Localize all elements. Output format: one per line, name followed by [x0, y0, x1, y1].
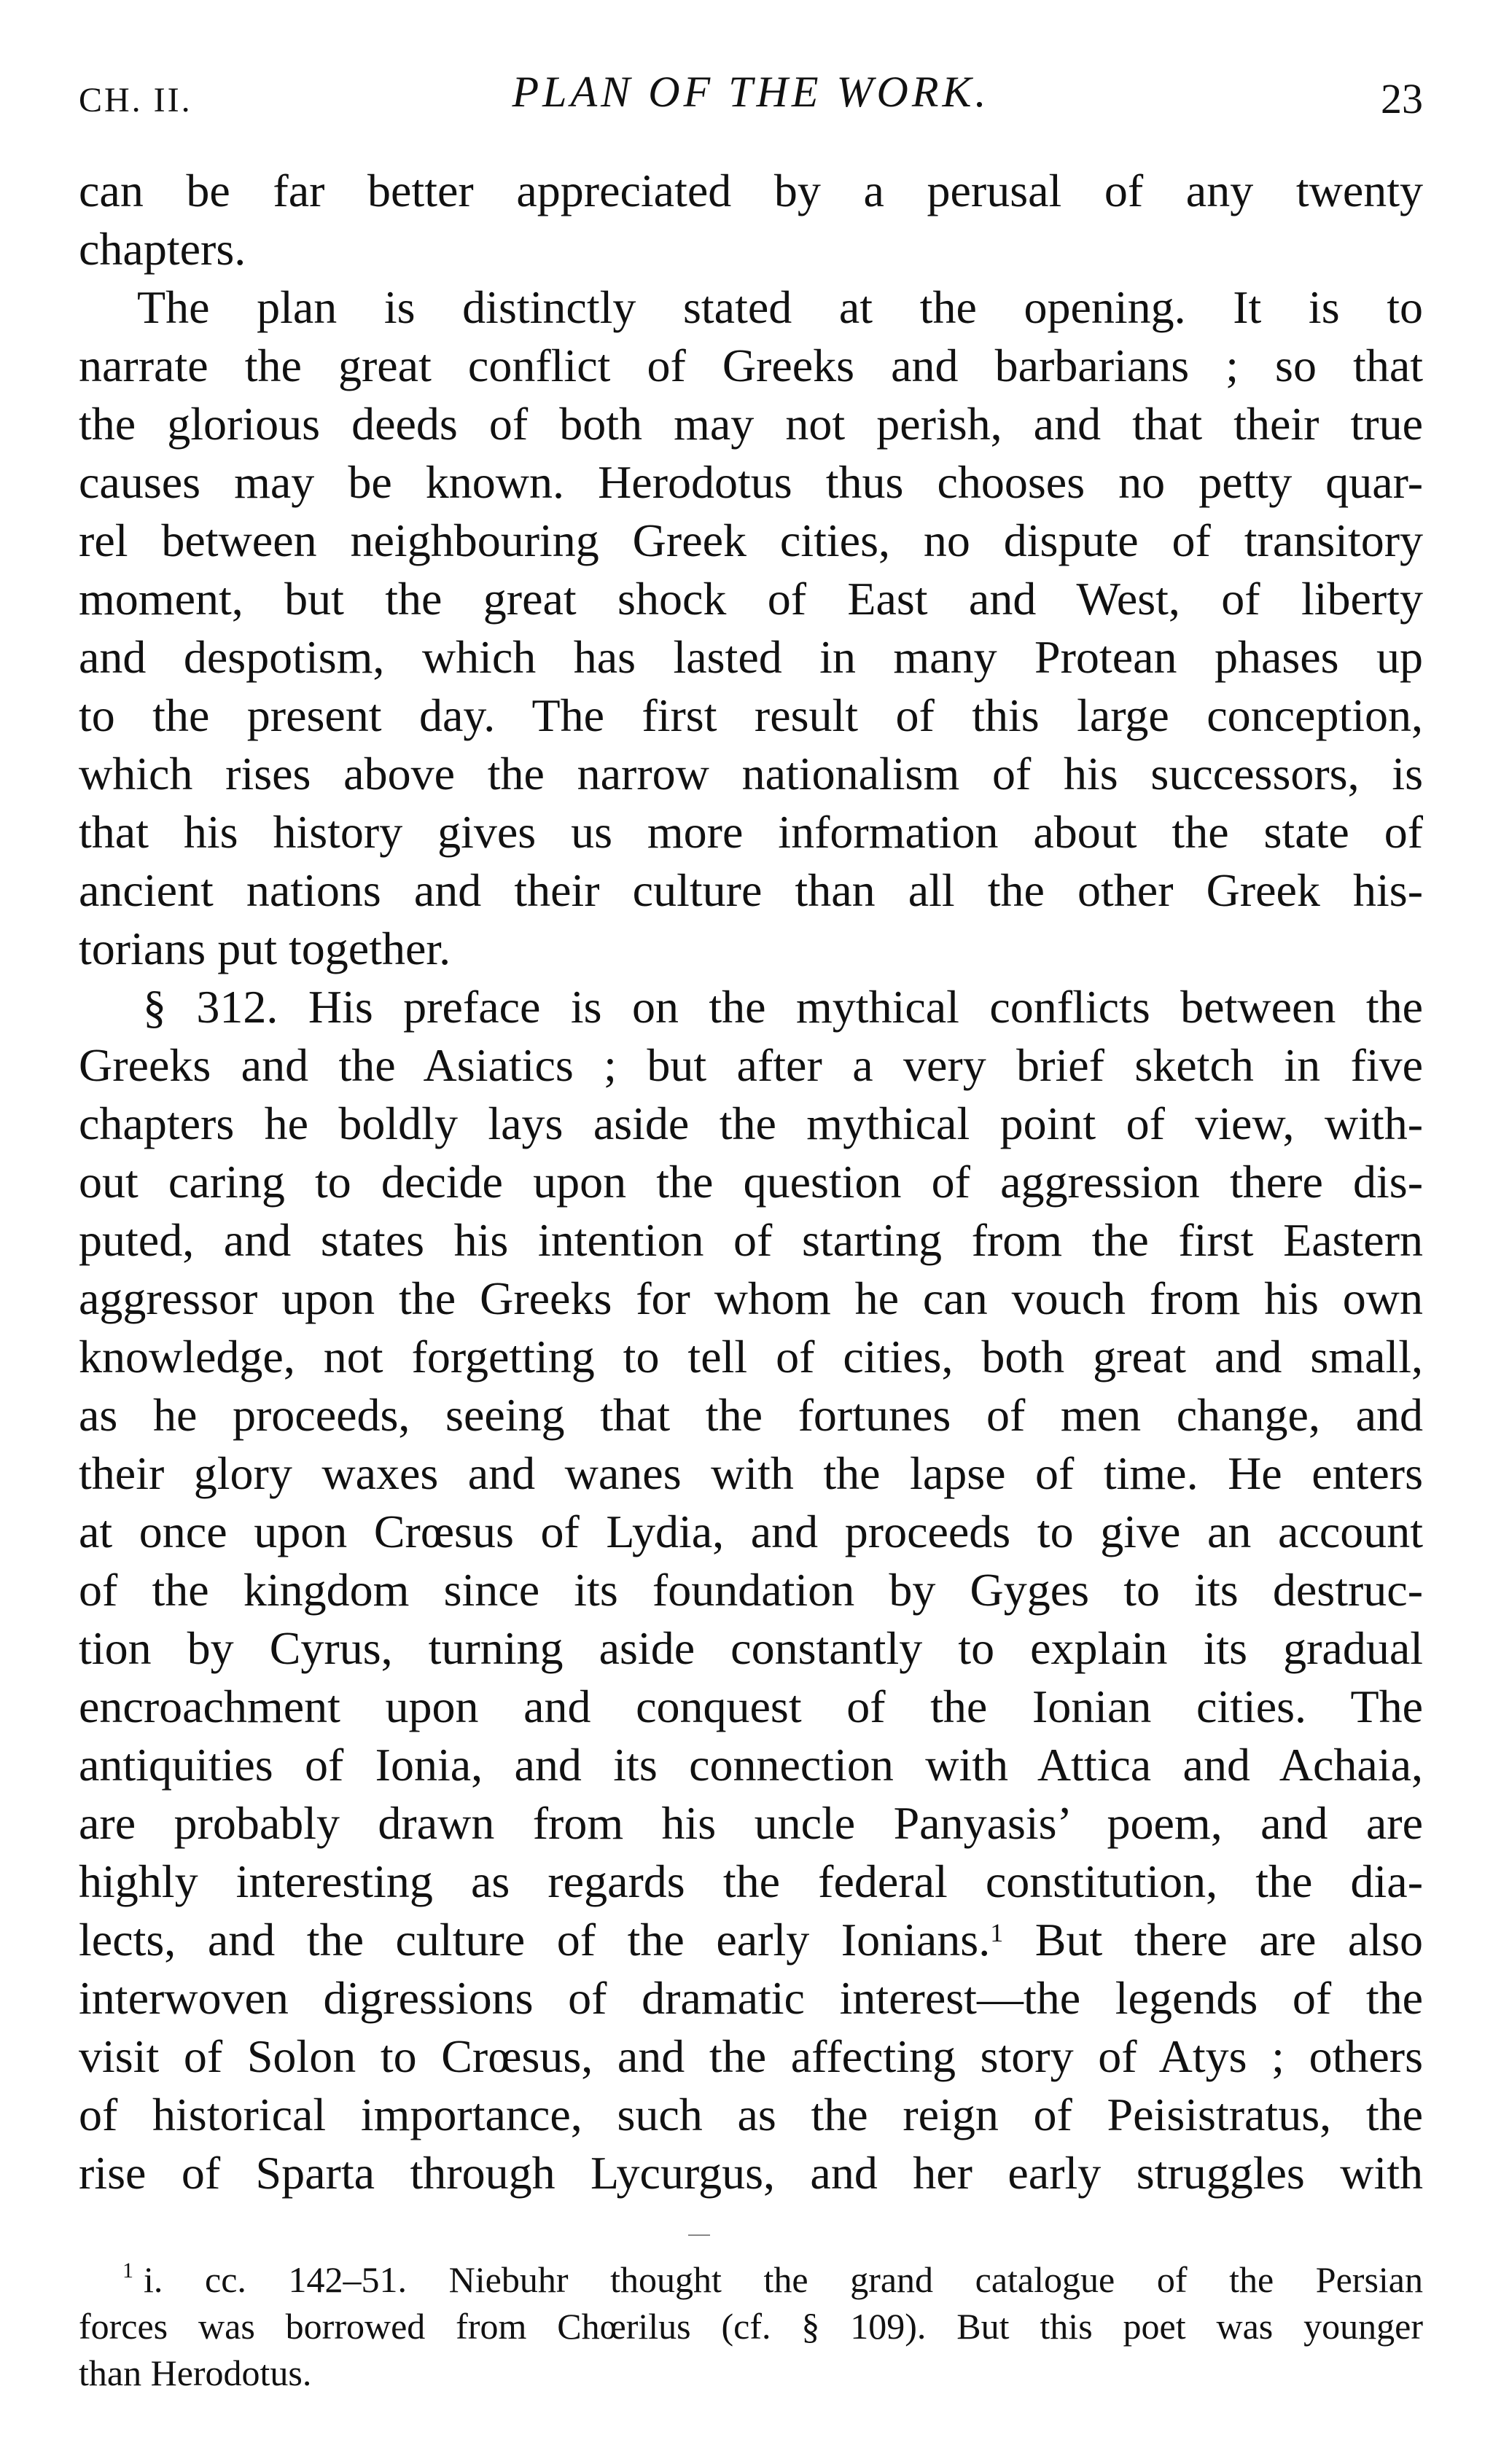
text-line: to the present day. The first result of this large conception,: [79, 689, 1423, 741]
text-line: as he proceeds, seeing that the fortunes of men change, and: [79, 1389, 1423, 1441]
text-line: at once upon Crœsus of Lydia, and proceeds to give an account: [79, 1506, 1423, 1557]
running-header: [79, 67, 1423, 125]
running-title: PLAN OF THE WORK.: [512, 68, 990, 116]
text-line: of the kingdom since its foundation by Gyges to its destruc-: [79, 1564, 1423, 1616]
text-line: rise of Sparta through Lycurgus, and her early struggles with: [79, 2147, 1423, 2199]
text-line-with-footnote: [79, 1911, 1423, 1969]
text-line: chapters he boldly lays aside the mythical point of view, with-: [79, 1098, 1423, 1149]
text-line: of historical importance, such as the reign of Peisistratus, the: [79, 2089, 1423, 2140]
text-line: chapters.: [79, 223, 246, 275]
footnote-reference: 1: [990, 1918, 1004, 1947]
chapter-label: CH. II.: [79, 81, 192, 120]
text-line: § 312. His preface is on the mythical conflicts between the: [143, 981, 1423, 1033]
text-line: out caring to decide upon the question of aggression there dis-: [79, 1156, 1423, 1208]
text-line: moment, but the great shock of East and West, of liberty: [79, 573, 1423, 625]
text-line: and despotism, which has lasted in many Protean phases up: [79, 631, 1423, 683]
text-line: puted, and states his intention of starting from the first Eastern: [79, 1214, 1423, 1266]
page-number: 23: [1381, 75, 1423, 122]
text-line: interwoven digressions of dramatic interest—the legends of the: [79, 1972, 1423, 2024]
footnotes: [79, 2256, 1423, 2396]
text-line: torians put together.: [79, 923, 451, 974]
text-line: ancient nations and their culture than all the other Greek his-: [79, 864, 1423, 916]
text-line: narrate the great conflict of Greeks and barbarians ; so that: [79, 340, 1423, 391]
footnote-divider: [688, 2234, 710, 2236]
text-line: encroachment upon and conquest of the Ionian cities. The: [79, 1681, 1423, 1732]
text-line-end: But there are also: [1034, 1914, 1423, 1966]
text-line: the glorious deeds of both may not perish, and that their true: [79, 398, 1423, 450]
footnote-line: [79, 2256, 1423, 2303]
text-line: rel between neighbouring Greek cities, no dispute of transitory: [79, 515, 1423, 566]
text-line: which rises above the narrow nationalism of his successors, is: [79, 748, 1423, 799]
footnote-line: than Herodotus.: [79, 2352, 312, 2393]
text-line: Greeks and the Asiatics ; but after a very brief sketch in five: [79, 1039, 1423, 1091]
text-line: The plan is distinctly stated at the opening. It is to: [137, 281, 1423, 333]
text-line: can be far better appreciated by a perusal of any twenty: [79, 165, 1423, 216]
book-page: [79, 0, 1423, 2464]
text-line: causes may be known. Herodotus thus chooses no petty quar-: [79, 456, 1423, 508]
text-line: aggressor upon the Greeks for whom he can vouch from his own: [79, 1272, 1423, 1324]
text-line: antiquities of Ionia, and its connection with Attica and Achaia,: [79, 1739, 1423, 1791]
text-line: tion by Cyrus, turning aside constantly to explain its gradual: [79, 1622, 1423, 1674]
main-text: [79, 162, 1423, 2202]
text-line: are probably drawn from his uncle Panyasis’ poem, and are: [79, 1797, 1423, 1849]
text-line: visit of Solon to Crœsus, and the affecting story of Atys ; others: [79, 2030, 1423, 2082]
text-line: their glory waxes and wanes with the lapse of time. He enters: [79, 1447, 1423, 1499]
footnote-line: forces was borrowed from Chœrilus (cf. § 109). But this poet was younger: [79, 2306, 1423, 2347]
text-line: that his history gives us more information about the state of: [79, 806, 1423, 858]
footnote-marker: 1: [122, 2258, 133, 2283]
text-line: highly interesting as regards the federal constitution, the dia-: [79, 1855, 1423, 1907]
text-line-start: lects, and the culture of the early Ionians.: [79, 1914, 991, 1966]
text-line: knowledge, not forgetting to tell of cities, both great and small,: [79, 1331, 1423, 1382]
footnote-text: i. cc. 142–51. Niebuhr thought the grand catalogue of the Persian: [144, 2259, 1423, 2300]
